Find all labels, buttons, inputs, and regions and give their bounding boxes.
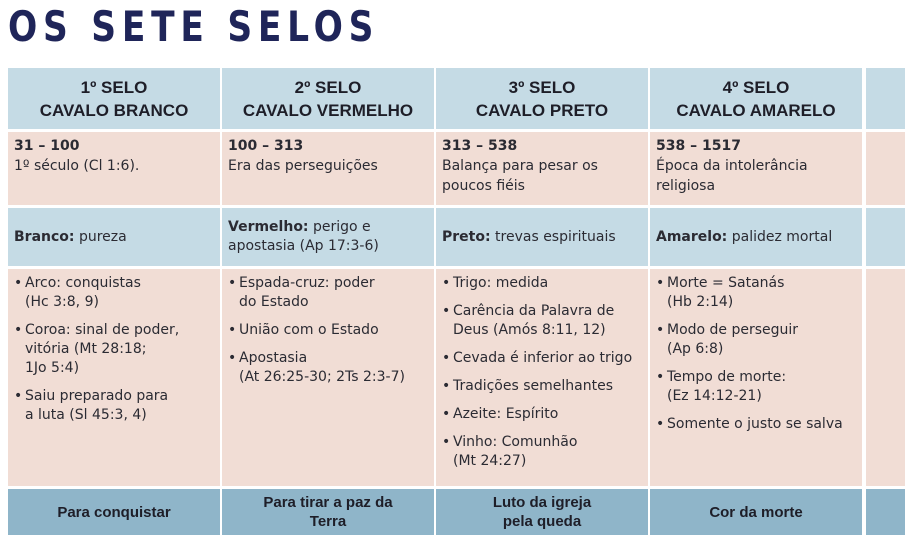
item-text: Morte = Satanás	[667, 275, 785, 291]
era-cell-4	[650, 132, 862, 205]
color-meaning-1	[8, 208, 220, 266]
year-range: 31 – 100	[14, 138, 80, 154]
list-item	[442, 302, 642, 340]
item-reference: a luta (Sl 45:3, 4)	[25, 407, 147, 423]
footer-1	[8, 489, 220, 535]
era-cell-2	[222, 132, 434, 205]
item-text: Tradições semelhantes	[453, 378, 613, 394]
item-text: Azeite: Espírito	[453, 406, 559, 422]
item-text: Trigo: medida	[453, 275, 549, 291]
color-meaning: pureza	[78, 228, 127, 245]
item-text: Saiu preparado para	[25, 388, 169, 404]
color-name: Preto:	[442, 228, 491, 245]
list-item	[228, 321, 428, 340]
item-text: Arco: conquistas	[25, 275, 141, 291]
list-item	[442, 274, 642, 293]
list-item	[656, 321, 856, 359]
item-text: Vinho: Comunhão	[453, 434, 578, 450]
color-meaning-3	[436, 208, 648, 266]
page-title: OS SETE SELOS	[8, 2, 380, 51]
list-item	[228, 349, 428, 387]
list-item	[228, 274, 428, 312]
horse-name: CAVALO PRETO	[475, 100, 609, 120]
seal-header-4	[650, 68, 862, 129]
era-description: 1º século (Cl 1:6).	[14, 158, 140, 174]
item-text: Cevada é inferior ao trigo	[453, 350, 633, 366]
item-text: Carência da Palavra de	[453, 303, 615, 319]
seal-number: 1º SELO	[80, 77, 148, 97]
item-reference: (Ez 14:12-21)	[667, 388, 762, 404]
item-reference: Deus (Amós 8:11, 12)	[453, 322, 606, 338]
item-reference: (Mt 24:27)	[453, 453, 527, 469]
cut-off-column-header	[864, 68, 905, 129]
era-description: Época da intolerância religiosa	[656, 158, 808, 194]
era-cell-1	[8, 132, 220, 205]
color-name: Amarelo:	[656, 228, 728, 245]
item-reference: (Hc 3:8, 9)	[25, 294, 99, 310]
seal-number: 4º SELO	[722, 77, 790, 97]
color-meaning: perigo e apostasia (Ap 17:3-6)	[228, 219, 379, 254]
year-range: 313 – 538	[442, 138, 518, 154]
list-item	[656, 368, 856, 406]
cut-off-column-footer	[864, 489, 905, 535]
footer-3	[436, 489, 648, 535]
symbols-list-1	[8, 269, 220, 486]
item-reference: (At 26:25-30; 2Ts 2:3-7)	[239, 369, 405, 385]
color-name: Branco:	[14, 228, 75, 245]
symbols-list-2	[222, 269, 434, 486]
cut-off-column-era	[864, 132, 905, 205]
cut-off-column-color	[864, 208, 905, 266]
footer-text: Luto da igreja pela queda	[492, 494, 592, 530]
item-reference: do Estado	[239, 294, 309, 310]
item-text: Espada-cruz: poder	[239, 275, 375, 291]
item-text: Tempo de morte:	[667, 369, 787, 385]
era-cell-3	[436, 132, 648, 205]
list-item	[442, 405, 642, 424]
cut-off-column-list	[864, 269, 905, 486]
list-item	[656, 415, 856, 434]
list-item	[656, 274, 856, 312]
symbols-list-3	[436, 269, 648, 486]
item-text: Modo de perseguir	[667, 322, 799, 338]
color-meaning: palidez mortal	[731, 228, 833, 245]
footer-2	[222, 489, 434, 535]
horse-name: CAVALO AMARELO	[676, 100, 836, 120]
symbols-list-4	[650, 269, 862, 486]
list-item	[14, 274, 214, 312]
item-text: União com o Estado	[239, 322, 379, 338]
list-item	[442, 377, 642, 396]
footer-4	[650, 489, 862, 535]
horse-name: CAVALO VERMELHO	[242, 100, 414, 120]
list-item	[14, 387, 214, 425]
item-text: Somente o justo se salva	[667, 416, 843, 432]
era-description: Era das perseguições	[228, 158, 378, 174]
seal-header-1	[8, 68, 220, 129]
seals-table	[8, 68, 905, 535]
seal-number: 3º SELO	[508, 77, 576, 97]
list-item	[442, 349, 642, 368]
item-reference: (Ap 6:8)	[667, 341, 724, 357]
seal-number: 2º SELO	[294, 77, 362, 97]
item-reference: (Hb 2:14)	[667, 294, 734, 310]
item-text: Coroa: sinal de poder, vitória (Mt 28:18;	[25, 322, 180, 357]
item-reference: 1Jo 5:4)	[25, 360, 80, 376]
year-range: 538 – 1517	[656, 138, 741, 154]
color-name: Vermelho:	[228, 219, 309, 235]
footer-text: Para tirar a paz da Terra	[263, 494, 393, 530]
list-item	[442, 433, 642, 471]
seal-header-2	[222, 68, 434, 129]
color-meaning: trevas espirituais	[495, 228, 616, 245]
horse-name: CAVALO BRANCO	[39, 100, 189, 120]
color-meaning-2	[222, 208, 434, 266]
year-range: 100 – 313	[228, 138, 304, 154]
footer-text: Para conquistar	[57, 503, 171, 521]
seal-header-3	[436, 68, 648, 129]
era-description: Balança para pesar os poucos fiéis	[442, 158, 598, 194]
item-text: Apostasia	[239, 350, 308, 366]
footer-text: Cor da morte	[709, 503, 803, 521]
list-item	[14, 321, 214, 378]
color-meaning-4	[650, 208, 862, 266]
